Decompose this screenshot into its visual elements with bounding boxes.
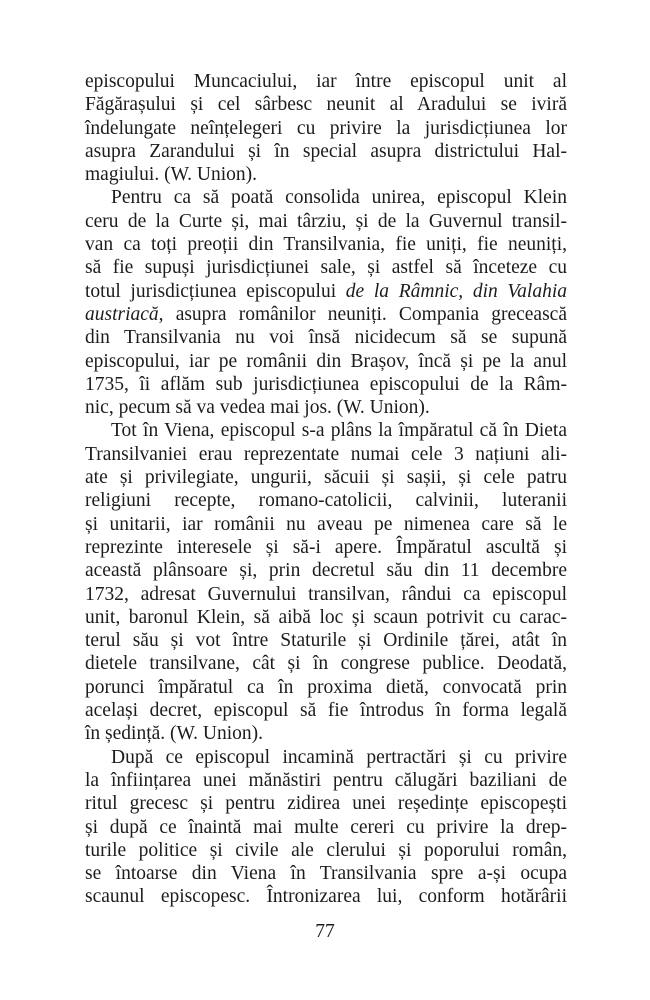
text-line: magiului. (W. Union). [85, 164, 258, 186]
text-line: religiuni recepte, romano-catolicii, calvinii, luteranii [85, 490, 567, 512]
text-line: ate și privilegiate, ungurii, săcuii și sașii, și cele patru [85, 467, 567, 489]
text-line: porunci împăratul ca în proxima dietă, convocată prin [85, 676, 567, 698]
page-number: 77 [315, 921, 335, 942]
text-line: scaunul episcopesc. Întronizarea lui, conform hotărârii [85, 886, 567, 908]
page-text [85, 70, 567, 909]
text-line: episcopului, iar pe românii din Brașov, încă și pe la anul [85, 350, 567, 372]
paragraph [85, 70, 567, 186]
text-line: austriacă, asupra românilor neuniți. Compania grecească [85, 303, 567, 325]
text-line: unit, baronul Klein, să aibă loc și scaun potrivit cu carac- [85, 606, 567, 628]
text-line: reprezinte interesele și să-i apere. Împăratul ascultă și [85, 536, 567, 558]
text-line: ceru de la Curte și, mai târziu, și de la Guvernul transil- [85, 210, 567, 232]
paragraph [85, 746, 567, 909]
text-line: Făgărașului și cel sârbesc neunit al Aradului se iviră [85, 94, 567, 116]
text-line: și după ce înaintă mai multe cereri cu privire la drep- [85, 816, 567, 838]
text-line: Transilvaniei erau reprezentate numai cele 3 națiuni ali- [85, 443, 567, 465]
text-line: terul său și vot între Staturile și Ordinile țărei, atât în [85, 630, 567, 652]
text-line: 1735, îi aflăm sub jurisdicțiunea episcopului de la Râm- [85, 373, 567, 395]
text-line: ritul grecesc și pentru zidirea unei reședințe episcopești [85, 793, 567, 815]
text-line: dietele transilvane, cât și în congrese publice. Deodată, [85, 653, 567, 675]
text-line: van ca toți preoții din Transilvania, fie uniți, fie neuniți, [85, 234, 567, 256]
paragraph [85, 419, 567, 745]
italic-phrase: austriacă [85, 303, 159, 325]
text-line: se întoarse din Viena în Transilvania spre a-și ocupa [85, 863, 567, 885]
text-line: 1732, adresat Guvernului transilvan, rândui ca episcopul [85, 583, 567, 605]
text-line: Pentru ca să poată consolida unirea, episcopul Klein [111, 187, 567, 209]
text-line: asupra Zarandului și în special asupra districtului Hal- [85, 140, 567, 162]
paragraph [85, 186, 567, 419]
text-line: După ce episcopul incamină pertractări și cu privire [111, 746, 567, 768]
text-line: în ședință. (W. Union). [85, 723, 264, 745]
text-line: același decret, episcopul să fie întrodus în forma legală [85, 700, 567, 722]
text-line: la înființarea unei mănăstiri pentru călugări baziliani de [85, 769, 567, 791]
text-line: să fie supuși jurisdicțiunei sale, și astfel să înceteze cu [85, 257, 567, 279]
text-line: și unitarii, iar românii nu aveau pe nimenea care să le [85, 513, 567, 535]
italic-phrase: de la Râmnic, din Valahia [345, 280, 567, 302]
text-line: din Transilvania nu voi însă nicidecum să se supună [85, 327, 567, 349]
text-line: nic, pecum să va vedea mai jos. (W. Union). [85, 397, 430, 419]
text-line: episcopului Muncaciului, iar între episcopul unit al [85, 71, 567, 92]
text-line: turile politice și civile ale clerului și poporului român, [85, 839, 567, 861]
text-line: totul jurisdicțiunea episcopului de la Râmnic, din Valahia [85, 280, 567, 302]
text-line: îndelungate neînțelegeri cu privire la jurisdicțiunea lor [85, 117, 567, 139]
text-line: această plânsoare și, prin decretul său din 11 decembre [85, 560, 567, 582]
text-line: Tot în Viena, episcopul s-a plâns la împăratul că în Dieta [111, 420, 567, 442]
